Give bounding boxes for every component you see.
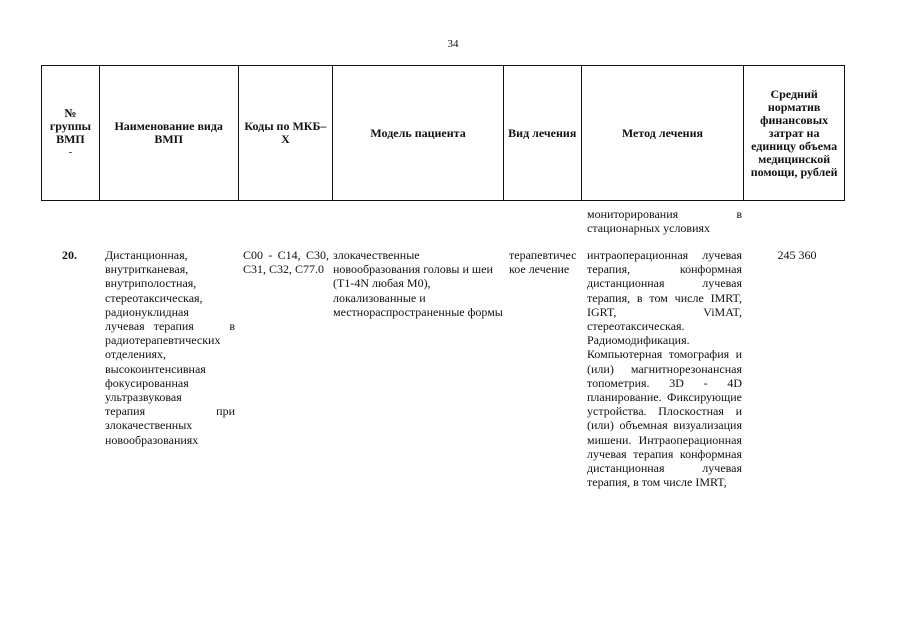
row-number: 20. (62, 248, 77, 262)
carry-over-word: в (736, 207, 742, 221)
vmp-name-line: внутритканевая, (105, 262, 189, 277)
treatment-method-cell: интраоперационная лучевая терапия, конформная дистанционная лучевая терапия, в том числе IMRT, IGRT, ViMAT, стереотаксическая. Радиомодификация. Компьютерная томография и (или) магнитнорезонансная топометрия. 3D - 4D планирование. Фиксирующие устройства. Плоскостная и (или) объемная визуализация мишени. Интраоперационная лучевая терапия конформная дистанционная лучевая терапия, в том числе IMRT, (587, 248, 742, 490)
header-average-cost: Средний норматив финансовых затрат на единицу объема медицинской помощи, рублей (750, 86, 838, 179)
carry-over-line (587, 207, 742, 221)
header-group-number-line: ВМП (56, 132, 85, 146)
vmp-name-line: фокусированная (105, 375, 189, 390)
table-header (41, 65, 845, 201)
header-icd-codes: Коды по МКБ–Х (239, 66, 334, 200)
vmp-name-line: злокачественных (105, 418, 193, 433)
carry-over-word: мониторирования (587, 207, 679, 221)
vmp-name-line: отделениях, (105, 347, 167, 362)
vmp-name-line (105, 319, 235, 333)
vmp-name-line: ультразвуковая (105, 390, 182, 405)
header-group-number-line: № (64, 106, 77, 120)
carry-over-text (587, 207, 742, 235)
icd-codes-cell: C00 - C14, C30, C31, C32, C77.0 (243, 248, 329, 277)
vmp-name-line: новообразованиях (105, 432, 199, 447)
patient-model-cell: злокачественные новообразования головы и шеи (Т1-4N любая M0), локализованные и местнораспространенные формы (333, 248, 503, 319)
vmp-name-line: Дистанционная, (105, 248, 188, 262)
vmp-name-line: радионуклидная (105, 304, 189, 319)
header-group-number-line: группы (49, 119, 92, 133)
vmp-name-line: стереотаксическая, (105, 290, 203, 305)
header-treatment-method: Метод лечения (582, 66, 745, 200)
header-vmp-name: Наименование вида ВМП (100, 66, 239, 200)
vmp-name-line: радиотерапевтических (105, 333, 221, 348)
header-treatment-type: Вид лечения (504, 66, 582, 200)
page-number: 34 (447, 38, 459, 50)
vmp-name-cell (105, 248, 235, 447)
carry-over-line: стационарных условиях (587, 221, 711, 236)
vmp-name-line: внутриполостная, (105, 276, 197, 291)
header-patient-model: Модель пациента (333, 66, 504, 200)
vmp-name-word: при (216, 404, 235, 419)
header-group-number (42, 66, 100, 200)
header-mark: - (68, 147, 73, 158)
vmp-name-line: высокоинтенсивная (105, 361, 206, 376)
average-cost-cell: 245 360 (777, 248, 817, 262)
vmp-name-word: лучевая терапия (105, 319, 194, 334)
vmp-name-word: в (229, 319, 235, 334)
vmp-name-line (105, 404, 235, 418)
vmp-name-word: терапия (105, 404, 146, 419)
treatment-type-cell: терапевтическое лечение (509, 248, 577, 277)
